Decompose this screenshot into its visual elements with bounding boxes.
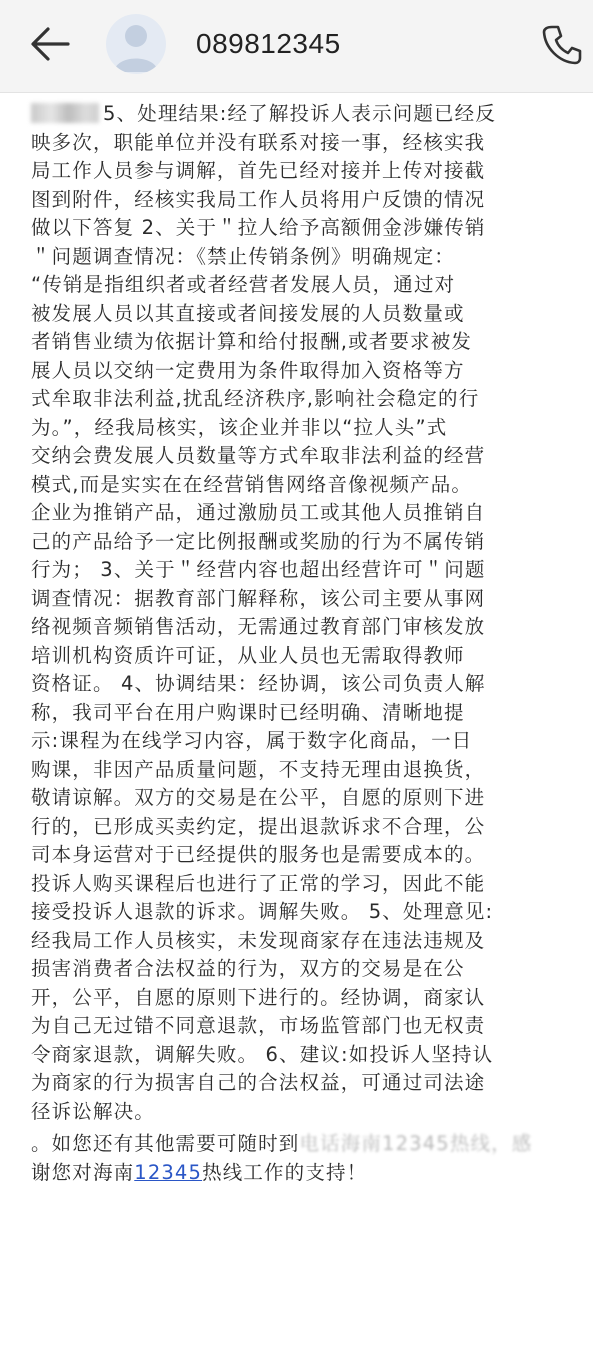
conversation-header [0,0,593,93]
message-line: 被发展人员以其直接或者间接发展的人员数量或 [31,301,465,325]
sms-message-body [31,100,576,1187]
message-line: 局工作人员参与调解，首先已经对接并上传对接截 [31,159,486,182]
call-button[interactable] [540,22,584,66]
message-line: 资格证。 4、协调结果：经协调，该公司负责人解 [31,672,486,695]
message-line: 令商家退款，调解失败。 6、建议:如投诉人坚持认 [31,1042,494,1066]
message-line: 为自己无过错不同意退款，市场监管部门也无权责 [31,1014,486,1037]
message-line: 径诉讼解决。 [31,1099,155,1123]
closing-text: 谢您对海南 [31,1160,135,1184]
message-line: 做以下答复 2、关于＂拉人给予高额佣金涉嫌传销 [31,216,486,239]
message-line: 损害消费者合法权益的行为，双方的交易是在公 [31,957,465,980]
closing-text: 。如您还有其他需要可随时到 [31,1132,300,1155]
message-line: 示:课程为在线学习内容，属于数字化商品，一日 [31,729,473,752]
message-line: 己的产品给予一定比例报酬或奖励的行为不属传销 [31,529,486,553]
hotline-number-link[interactable]: 12345 [134,1160,203,1184]
message-line: 为。”，经我局核实，该企业并非以“拉人头”式 [31,415,448,439]
message-line: 称，我司平台在用户购课时已经明确、清晰地提 [31,700,465,724]
phone-icon [540,22,584,66]
message-line: 调查情况：据教育部门解释称，该公司主要从事网 [31,586,486,610]
contact-avatar[interactable] [106,14,166,74]
message-line: “传销是指组织者或者经营者发展人员，通过对 [31,273,456,296]
person-avatar-icon [106,14,166,74]
message-line: 司本身运营对于已经提供的服务也是需要成本的。 [31,843,486,866]
arrow-left-icon [28,24,72,64]
message-line: 展人员以交纳一定费用为条件取得加入资格等方 [31,358,465,382]
redacted-sender-text [31,103,99,123]
faded-closing-text: 电话海南12345热线，感 [299,1132,533,1155]
message-line: 映多次，职能单位并没有联系对接一事，经核实我 [31,130,486,154]
message-line: 图到附件，经核实我局工作人员将用户反馈的情况 [31,187,486,211]
message-line: 式牟取非法利益,扰乱经济秩序,影响社会稳定的行 [31,387,480,410]
message-closing-line [31,1159,576,1188]
message-line: 交纳会费发展人员数量等方式牟取非法利益的经营 [31,444,486,467]
message-line: 开，公平，自愿的原则下进行的。经协调，商家认 [31,985,486,1009]
back-button[interactable] [28,24,72,64]
message-line: 购课，非因产品质量问题，不支持无理由退换货， [31,757,486,781]
contact-phone-number: 089812345 [196,28,341,59]
message-line: 投诉人购买课程后也进行了正常的学习，因此不能 [31,871,486,895]
message-line [31,100,576,129]
message-line: 培训机构资质许可证，从业人员也无需取得教师 [31,643,465,667]
message-line: 为商家的行为损害自己的合法权益，可通过司法途 [31,1071,486,1094]
message-line: 敬请谅解。双方的交易是在公平，自愿的原则下进 [31,786,486,809]
message-line: 接受投诉人退款的诉求。调解失败。 5、处理意见: [31,900,494,923]
message-line: ＂问题调查情况：《禁止传销条例》明确规定： [31,244,455,268]
closing-text: 热线工作的支持！ [202,1160,368,1184]
message-line: 络视频音频销售活动，无需通过教育部门审核发放 [31,615,486,638]
message-line: 模式,而是实实在在经营销售网络音像视频产品。 [31,472,472,496]
message-closing-line [31,1130,576,1159]
message-line: 企业为推销产品，通过激励员工或其他人员推销自 [31,501,486,524]
message-line: 者销售业绩为依据计算和给付报酬,或者要求被发 [31,330,472,353]
message-line: 经我局工作人员核实，未发现商家存在违法违规及 [31,928,486,952]
message-line-text: 5、处理结果:经了解投诉人表示问题已经反 [103,102,496,125]
message-line: 行为； 3、关于＂经营内容也超出经营许可＂问题 [31,558,486,581]
message-line: 行的，已形成买卖约定，提出退款诉求不合理，公 [31,814,486,838]
